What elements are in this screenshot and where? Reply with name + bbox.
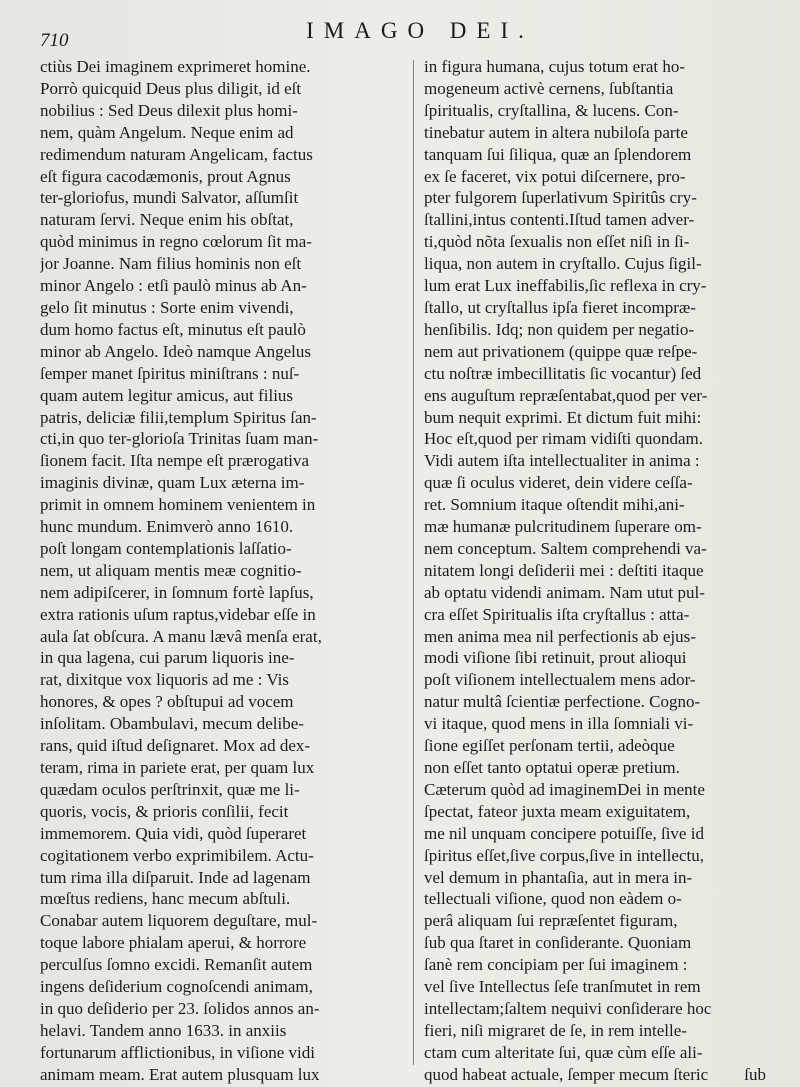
text-line: nobilius : Sed Deus dilexit plus homi- [40, 100, 298, 120]
text-line: tellectuali viſione, quod non eàdem o- [424, 889, 682, 909]
text-line: vel ſive Intellectus ſeſe tranſmutet in rem [424, 977, 701, 997]
text-line: ctu noſtræ imbecillitatis ſic vocantur) ſed [424, 363, 702, 383]
text-line: gelo ſit minutus : Sorte enim vivendi, [40, 297, 294, 317]
text-line: me nil unquam concipere potuiſſe, ſive id [424, 823, 704, 843]
text-line: ſpectat, fateor juxta meam exiguitatem, [424, 801, 691, 821]
text-line: eſt figura cacodæmonis, prout Agnus [40, 166, 291, 186]
text-line: ſpiritualis, cryſtallina, & lucens. Con- [424, 100, 679, 120]
text-line: ſione egiſſet perſonam tertii, adeòque [424, 736, 675, 756]
text-line: quod habeat actuale, ſemper mecum ſteric [424, 1064, 709, 1084]
text-line: poſt longam contemplationis laſſatio- [40, 538, 292, 558]
page-number: 710 [40, 30, 69, 51]
text-line: extra rationis uſum raptus,videbar eſſe in [40, 604, 316, 624]
text-line: nitatem longi deſiderii mei : deſtiti itaque [424, 560, 704, 580]
text-line: perculſus ſomno excidi. Remanſit autem [40, 955, 313, 975]
text-line: fieri, niſi migraret de ſe, in rem intelle- [424, 1020, 687, 1040]
text-line: Cæterum quòd ad imaginemDei in mente [424, 779, 705, 799]
text-line: primit in omnem hominem venientem in [40, 495, 316, 515]
text-line: nem aut privationem (quippe quæ reſpe- [424, 341, 698, 361]
text-line: quam autem legitur amicus, aut filius [40, 385, 294, 405]
text-line: quædam oculos perſtrinxit, quæ me li- [40, 779, 300, 799]
text-line: ctiùs Dei imaginem exprimeret homine. [40, 57, 311, 76]
text-line: ſtallini,intus contenti.Iſtud tamen adver- [424, 210, 695, 230]
text-line: minor Angelo : etſi paulò minus ab An- [40, 276, 307, 296]
text-line: cti,in quo ter-glorioſa Trinitas ſuam man- [40, 429, 319, 449]
text-line: cogitationem verbo exprimibilem. Actu- [40, 845, 314, 865]
text-line: toque labore phialam aperui, & horrore [40, 933, 307, 953]
text-line: ex ſe faceret, vix potui diſcernere, pro- [424, 166, 686, 186]
text-line: in qua lagena, cui parum liquoris ine- [40, 648, 295, 668]
text-line: bum nequit exprimi. Et dictum fuit mihi: [424, 407, 702, 427]
text-line: nem, quàm Angelum. Neque enim ad [40, 122, 294, 142]
text-line: ter-gloriofus, mundi Salvator, aſſumſit [40, 188, 299, 208]
text-line: men anima mea nil perfectionis ab ejus- [424, 626, 696, 646]
text-line: fortunarum afflictionibus, in viſione vidi [40, 1042, 315, 1062]
text-line: aula ſat obſcura. A manu lævâ menſa erat, [40, 626, 322, 646]
text-line: ingens deſiderium cognoſcendi animam, [40, 977, 313, 997]
text-line: pter fulgorem ſuperlativum Spiritûs cry- [424, 188, 697, 208]
text-line: in quo deſiderio per 23. ſolidos annos an- [40, 998, 320, 1018]
text-line: tum rima illa diſparuit. Inde ad lagenam [40, 867, 311, 887]
text-line: modi viſione ſibi retinuit, prout alioqui [424, 648, 687, 668]
text-line: mogeneum activè cernens, ſubſtantia [424, 78, 674, 98]
text-line: mæ humanæ pulcritudinem ſuperare om- [424, 517, 702, 537]
text-line: naturam ſervi. Neque enim his obſtat, [40, 210, 294, 230]
text-line: jor Joanne. Nam filius hominis non eſt [40, 254, 302, 274]
text-line: honores, & opes ? obſtupui ad vocem [40, 692, 294, 712]
text-line: patris, deliciæ filii,templum Spiritus ſan- [40, 407, 317, 427]
text-line: natur multâ ſcientiæ perfectione. Cogno- [424, 692, 701, 712]
text-line: rans, quid iſtud deſignaret. Mox ad dex- [40, 736, 311, 756]
text-line: animam meam. Erat autem plusquam lux [40, 1064, 320, 1084]
text-line: ſanè rem concipiam per ſui imaginem : [424, 955, 688, 975]
text-line: ſub qua ſtaret in conſiderante. Quoniam [424, 933, 692, 953]
text-line: nem, ut aliquam mentis meæ cognitio- [40, 560, 302, 580]
text-line: nem adipiſcerer, in ſomnum fortè lapſus, [40, 582, 314, 602]
catchword: ſub [744, 1065, 766, 1084]
text-line: quæ ſi oculus videret, dein videre ceſſa- [424, 473, 693, 493]
text-line: henſibilis. Idq; non quidem per negatio- [424, 319, 695, 339]
text-line: redimendum naturam Angelicam, factus [40, 144, 313, 164]
text-line: quoris, vocis, & prioris conſilii, fecit [40, 801, 289, 821]
text-line: tanquam ſui ſiliqua, quæ an ſplendorem [424, 144, 692, 164]
text-line: tinebatur autem in altera nubiloſa parte [424, 122, 688, 142]
text-line: inſolitam. Obambulavi, mecum delibe- [40, 714, 304, 734]
text-line: perâ aliquam ſui repræſentet figuram, [424, 911, 678, 931]
text-line: ſpiritus eſſet,ſive corpus,ſive in intellectu, [424, 845, 704, 865]
text-line: Vidi autem iſta intellectualiter in anima : [424, 451, 700, 471]
text-line: ens auguſtum repræſentabat,quod per ver- [424, 385, 708, 405]
text-line: Conabar autem liquorem deguſtare, mul- [40, 911, 318, 931]
text-line: ret. Somnium itaque oſtendit mihi,ani- [424, 495, 685, 515]
text-line: mœſtus rediens, hanc mecum abſtuli. [40, 889, 291, 909]
text-line: Hoc eſt,quod per rimam vidiſti quondam. [424, 429, 704, 449]
text-line: dum homo factus eſt, minutus eſt paulò [40, 319, 306, 339]
text-line: vi itaque, quod mens in illa ſomniali vi- [424, 714, 694, 734]
right-text-column [424, 56, 778, 1086]
text-line: teram, rima in pariete erat, per quam lux [40, 758, 315, 777]
text-line: rat, dixitque vox liquoris ad me : Vis [40, 670, 289, 690]
text-line: ab optatu videndi animam. Nam utut pul- [424, 582, 705, 602]
text-line: ſionem facit. Iſta nempe eſt prærogativa [40, 451, 310, 471]
text-line: minor ab Angelo. Ideò namque Angelus [40, 341, 312, 361]
text-line: in figura humana, cujus totum erat ho- [424, 57, 686, 76]
text-line: cra eſſet Spiritualis iſta cryſtallus : atta- [424, 604, 690, 624]
text-line: ſemper manet ſpiritus miniſtrans : nuſ- [40, 363, 300, 383]
page-header [40, 16, 760, 56]
text-line: non eſſet tanto optatui operæ pretium. [424, 758, 680, 777]
text-line: lum erat Lux ineffabilis,ſic reflexa in cry- [424, 276, 707, 296]
text-line: ctam cum alteritate ſui, quæ cùm eſſe ali- [424, 1042, 703, 1062]
text-line: vel demum in phantaſia, aut in mera in- [424, 867, 693, 887]
text-line: ti,quòd nõta ſexualis non eſſet niſi in ſi- [424, 232, 690, 252]
left-text-column [40, 56, 400, 1086]
text-line: intellectam;ſaltem nequivi conſiderare hoc [424, 998, 712, 1018]
text-line: helavi. Tandem anno 1633. in anxiis [40, 1020, 287, 1040]
text-line: imaginis divinæ, quam Lux æterna im- [40, 473, 305, 493]
text-line: ſtallo, ut cryſtallus ipſa fieret incompræ- [424, 297, 696, 317]
text-line: poſt viſionem intellectualem mens ador- [424, 670, 696, 690]
text-line: liqua, non autem in cryſtallo. Cujus ſigil- [424, 254, 702, 274]
column-divider [413, 60, 414, 1065]
text-line: nem conceptum. Saltem comprehendi va- [424, 538, 707, 558]
text-line: quòd minimus in regno cœlorum ſit ma- [40, 232, 312, 252]
text-line: immemorem. Quia vidi, quòd ſuperaret [40, 823, 307, 843]
text-line: Porrò quicquid Deus plus diligit, id eſt [40, 78, 302, 98]
text-line: hunc mundum. Enimverò anno 1610. [40, 517, 294, 537]
running-head: IMAGO DEI. [306, 18, 534, 43]
